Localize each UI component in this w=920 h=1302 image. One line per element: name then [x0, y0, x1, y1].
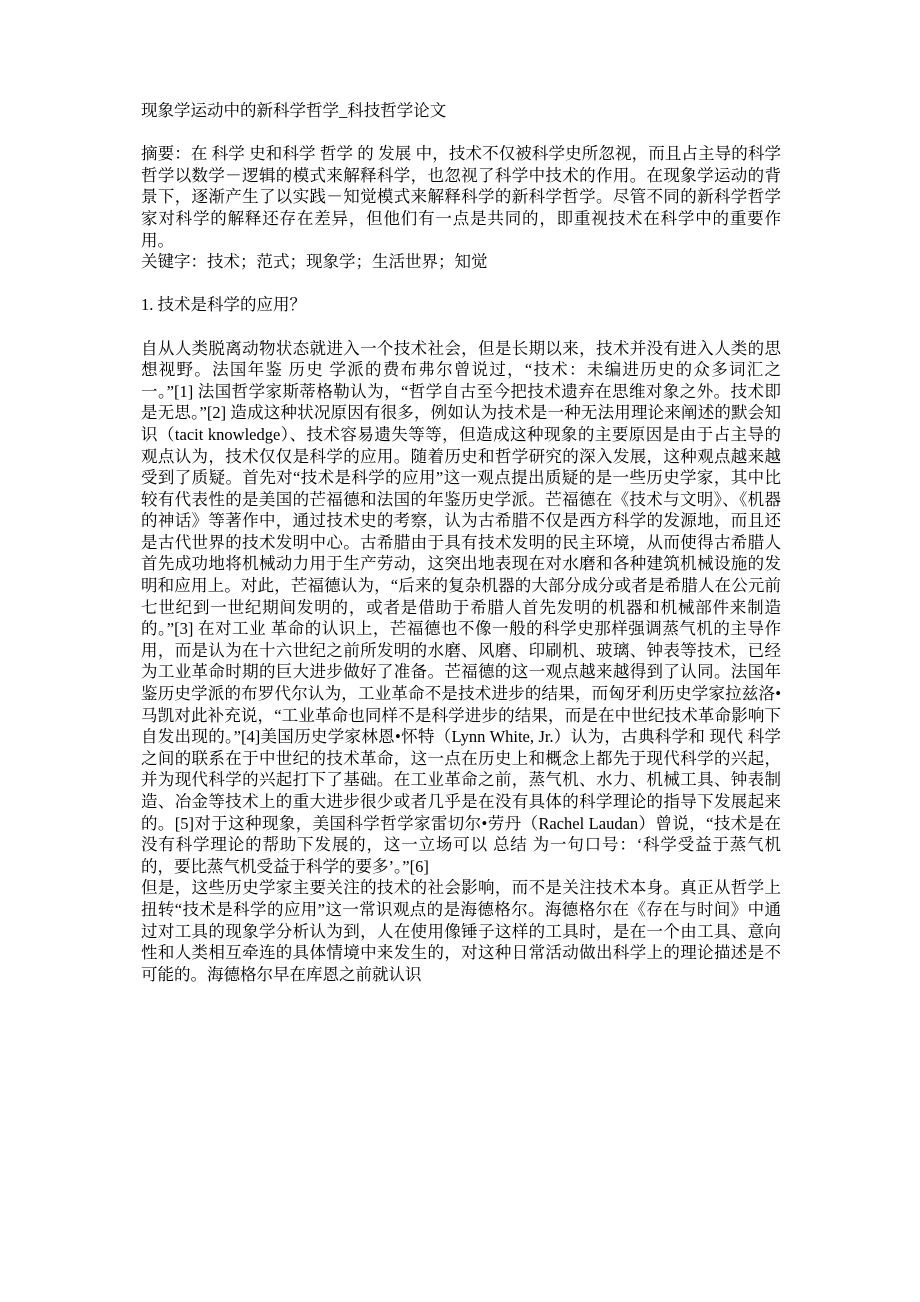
keywords-line: 关键字：技术；范式；现象学；生活世界；知觉: [141, 252, 488, 272]
document-body: [141, 100, 781, 985]
body-paragraph-1: 自从人类脱离动物状态就进入一个技术社会，但是长期以来，技术并没有进入人类的思想视野。法国年鉴 历史 学派的费布弗尔曾说过，“技术：未编进历史的众多词汇之一。”[1] 法国哲学家斯蒂格勒认为，“哲学自古至今把技术遗弃在思维对象之外。技术即是无思。”[2] 造成这种状况原因有很多，例如认为技术是一种无法用理论来阐述的默会知识（tacit knowledge）、技术容易遗失等等，但造成这种现象的主要原因是由于占主导的观点认为，技术仅仅是科学的应用。随着历史和哲学研究的深入发展，这种观点越来越受到了质疑。首先对“技术是科学的应用”这一观点提出质疑的是一些历史学家，其中比较有代表性的是美国的芒福德和法国的年鉴历史学派。芒福德在《技术与文明》、《机器的神话》等著作中，通过技术史的考察，认为古希腊不仅是西方科学的发源地，而且还是古代世界的技术发明中心。古希腊由于具有技术发明的民主环境，从而使得古希腊人首先成功地将机械动力用于生产劳动，这突出地表现在对水磨和各种建筑机械设施的发明和应用上。对此，芒福德认为，“后来的复杂机器的大部分成分或者是希腊人在公元前七世纪到一世纪期间发明的，或者是借助于希腊人首先发明的机器和机械部件来制造的。”[3] 在对工业 革命的认识上，芒福德也不像一般的科学史那样强调蒸气机的主导作用，而是认为在十六世纪之前所发明的水磨、风磨、印刷机、玻璃、钟表等技术，已经为工业革命时期的巨大进步做好了准备。芒福德的这一观点越来越得到了认同。法国年鉴历史学派的布罗代尔认为，工业革命不是技术进步的结果，而匈牙利历史学家拉兹洛•马凯对此补充说，“工业革命也同样不是科学进步的结果，而是在中世纪技术革命影响下自发出现的。”[4]美国历史学家林恩•怀特（Lynn White, Jr.）认为，古典科学和 现代 科学之间的联系在于中世纪的技术革命，这一点在历史上和概念上都先于现代科学的兴起，并为现代科学的兴起打下了基础。在工业革命之前，蒸气机、水力、机械工具、钟表制造、冶金等技术上的重大进步很少或者几乎是在没有具体的科学理论的指导下发展起来的。[5]对于这种现象，美国科学哲学家雷切尔•劳丹（Rachel Laudan）曾说，“技术是在没有科学理论的帮助下发展的，这一立场可以 总结 为一句口号：‘科学受益于蒸气机的，要比蒸气机受益于科学的要多’。”[6]: [141, 338, 781, 876]
section-1-heading: 1. 技术是科学的应用？: [141, 295, 306, 315]
abstract-paragraph: 摘要：在 科学 史和科学 哲学 的 发展 中，技术不仅被科学史所忽视，而且占主导的科学哲学以数学－逻辑的模式来解释科学，也忽视了科学中技术的作用。在现象学运动的背景下，逐渐产生了以实践－知觉模式来解释科学的新科学哲学。尽管不同的新科学哲学家对科学的解释还存在差异，但他们有一点是共同的，即重视技术在科学中的重要作用。: [141, 144, 781, 250]
document-title: 现象学运动中的新科学哲学_科技哲学论文: [141, 101, 447, 120]
body-paragraph-2: 但是，这些历史学家主要关注的技术的社会影响，而不是关注技术本身。真正从哲学上扭转“技术是科学的应用”这一常识观点的是海德格尔。海德格尔在《存在与时间》中通过对工具的现象学分析认为到，人在使用像锤子这样的工具时，是在一个由工具、意向性和人类相互牵连的具体情境中来发生的，对这种日常活动做出科学上的理论描述是不可能的。海德格尔早在库恩之前就认识: [141, 878, 781, 984]
